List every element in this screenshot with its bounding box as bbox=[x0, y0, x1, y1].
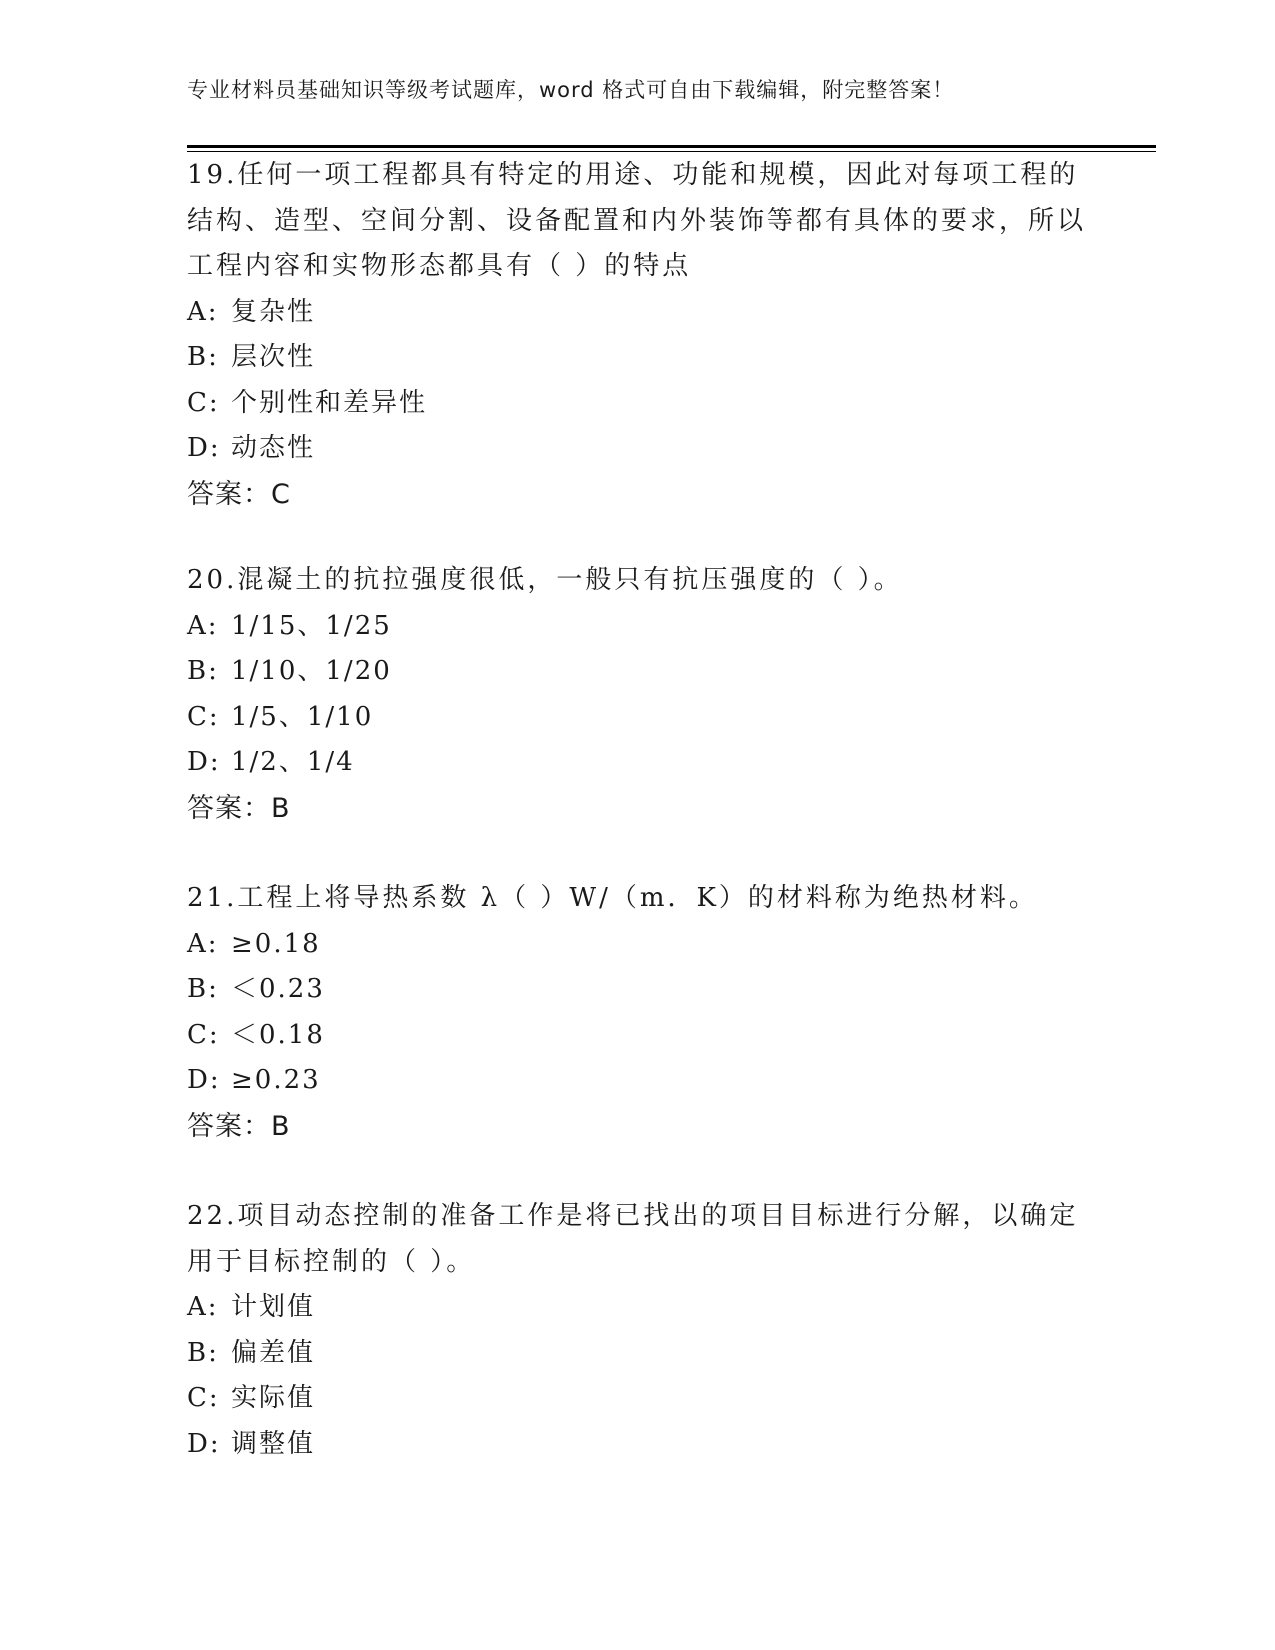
option-c bbox=[187, 381, 1087, 427]
option-letter: C: bbox=[187, 701, 220, 732]
option-text: 个别性和差异性 bbox=[231, 387, 428, 418]
question-stem: 20.混凝土的抗拉强度很低，一般只有抗压强度的（ ）。 bbox=[187, 565, 903, 595]
option-text: 1/2、1/4 bbox=[231, 747, 355, 777]
option-a bbox=[187, 1285, 1087, 1331]
option-text: ＜0.23 bbox=[231, 974, 325, 1004]
option-letter: D: bbox=[187, 1065, 221, 1095]
option-text: 计划值 bbox=[231, 1292, 316, 1322]
option-text: 层次性 bbox=[231, 342, 316, 372]
option-letter: A: bbox=[187, 296, 219, 327]
answer: 答案：C bbox=[187, 478, 291, 510]
option-d bbox=[187, 1058, 1087, 1104]
option-c bbox=[187, 1013, 1087, 1059]
option-text: 实际值 bbox=[231, 1383, 316, 1413]
page-header: 专业材料员基础知识等级考试题库，word 格式可自由下载编辑，附完整答案！ bbox=[187, 78, 955, 102]
option-b bbox=[187, 649, 1087, 695]
option-b bbox=[187, 967, 1087, 1013]
option-a bbox=[187, 290, 1087, 336]
option-letter: B: bbox=[187, 974, 219, 1004]
option-d bbox=[187, 1422, 1087, 1468]
option-text: 1/15、1/25 bbox=[231, 610, 392, 641]
option-letter: B: bbox=[187, 656, 219, 686]
option-letter: A: bbox=[187, 928, 219, 959]
question-stem: 22.项目动态控制的准备工作是将已找出的项目目标进行分解，以确定用于目标控制的（ ）。 bbox=[187, 1201, 1079, 1277]
question-stem: 19.任何一项工程都具有特定的用途、功能和规模，因此对每项工程的结构、造型、空间分割、设备配置和内外装饰等都有具体的要求，所以工程内容和实物形态都具有（ ）的特点 bbox=[187, 160, 1087, 281]
option-text: 1/10、1/20 bbox=[231, 656, 392, 686]
option-letter: D: bbox=[187, 747, 221, 777]
option-b bbox=[187, 335, 1087, 381]
option-b bbox=[187, 1331, 1087, 1377]
question-19 bbox=[187, 153, 1087, 517]
question-21 bbox=[187, 876, 1087, 1149]
option-text: 复杂性 bbox=[231, 296, 316, 327]
question-stem: 21.工程上将导热系数 λ（ ）W/（m．K）的材料称为绝热材料。 bbox=[187, 883, 1038, 913]
option-text: 偏差值 bbox=[231, 1337, 316, 1368]
option-text: ≥0.23 bbox=[231, 1065, 321, 1095]
answer: 答案：B bbox=[187, 792, 291, 824]
option-a bbox=[187, 604, 1087, 650]
option-letter: C: bbox=[187, 1383, 220, 1413]
option-text: ＜0.18 bbox=[231, 1019, 325, 1050]
option-letter: C: bbox=[187, 387, 220, 418]
question-20 bbox=[187, 558, 1087, 831]
question-22 bbox=[187, 1194, 1087, 1467]
option-letter: A: bbox=[187, 1292, 219, 1322]
option-letter: C: bbox=[187, 1019, 220, 1050]
option-text: 调整值 bbox=[231, 1428, 316, 1459]
option-text: ≥0.18 bbox=[231, 928, 321, 959]
option-letter: A: bbox=[187, 610, 219, 641]
answer: 答案：B bbox=[187, 1110, 291, 1142]
option-text: 1/5、1/10 bbox=[231, 701, 374, 732]
option-letter: D: bbox=[187, 1428, 221, 1459]
option-letter: D: bbox=[187, 433, 221, 463]
header-rule-thin bbox=[187, 151, 1156, 152]
header-rule-thick bbox=[187, 145, 1156, 148]
option-a bbox=[187, 922, 1087, 968]
option-d bbox=[187, 740, 1087, 786]
option-d bbox=[187, 426, 1087, 472]
option-letter: B: bbox=[187, 1337, 219, 1368]
option-c bbox=[187, 1376, 1087, 1422]
option-letter: B: bbox=[187, 342, 219, 372]
option-text: 动态性 bbox=[231, 433, 316, 463]
option-c bbox=[187, 695, 1087, 741]
